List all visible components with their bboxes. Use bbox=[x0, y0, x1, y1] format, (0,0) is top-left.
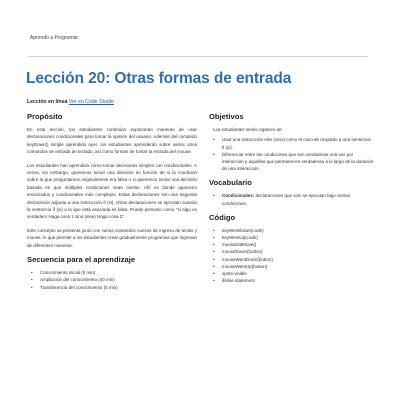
vocabulary-heading: Vocabulario bbox=[209, 178, 252, 188]
code-item: mouseDidMove() bbox=[222, 242, 257, 248]
bullet-icon: • bbox=[213, 271, 215, 277]
bullet-icon: • bbox=[213, 235, 215, 241]
list-item bbox=[209, 277, 374, 284]
code-list bbox=[209, 227, 374, 285]
list-item bbox=[27, 269, 197, 276]
sequence-item: Conocimiento inicial (5 min) bbox=[40, 270, 96, 276]
list-item bbox=[209, 256, 374, 263]
vocabulary-definition: declaraciones que solo se ejecutan bajo ciertas condiciones. bbox=[222, 193, 351, 206]
bullet-icon: • bbox=[213, 256, 215, 262]
purpose-heading: Propósito bbox=[27, 112, 63, 121]
vocabulary-list bbox=[209, 192, 374, 206]
bullet-icon: • bbox=[213, 249, 215, 255]
list-item bbox=[209, 234, 374, 241]
list-item bbox=[209, 263, 374, 270]
lesson-online-label: Lección en línea bbox=[27, 99, 68, 105]
sequence-item: Transferencia del conocimiento (5 min) bbox=[40, 284, 118, 290]
bullet-icon: • bbox=[31, 284, 33, 290]
code-item: mouseDown(button) bbox=[222, 249, 263, 255]
purpose-paragraph: En esta lección, los estudiantes continúan explorando maneras de usar declaraciones condicionales para tomar la opinión del usuario. Además del comando keyDown() simple aprendido ayer, los estudiantes aprenderán sobre varios otros comandos de entrada de teclado, así como formas de tomar la entrada del mouse. bbox=[27, 127, 197, 155]
bullet-icon: • bbox=[213, 227, 215, 233]
sequence-list bbox=[27, 269, 197, 291]
left-column bbox=[27, 112, 197, 297]
bullet-icon: • bbox=[31, 270, 33, 276]
code-item: mouseWentUp(button) bbox=[222, 263, 268, 269]
objective-item: Usar una instrucción else (sino) como el caso de respaldo a una sentencia if (si). bbox=[222, 137, 371, 150]
bullet-icon: • bbox=[213, 263, 215, 269]
code-item: if/else statement bbox=[222, 278, 255, 284]
list-item bbox=[209, 151, 374, 173]
bullet-icon: • bbox=[31, 277, 33, 283]
lesson-online-line bbox=[27, 99, 114, 105]
bullet-icon: • bbox=[213, 151, 215, 157]
code-item: keyWentUp(code) bbox=[222, 235, 258, 241]
vocabulary-term: Condicionales: bbox=[222, 193, 255, 199]
list-item bbox=[209, 192, 374, 206]
code-item: sprite.visible bbox=[222, 271, 247, 277]
objectives-intro: Los estudiantes serán capaces de: bbox=[213, 127, 283, 132]
sequence-item: Ampliación del conocimiento (40 min) bbox=[40, 277, 115, 283]
objectives-heading: Objetivos bbox=[209, 112, 244, 121]
bullet-icon: • bbox=[213, 242, 215, 248]
objectives-list bbox=[209, 136, 374, 172]
bullet-icon: • bbox=[213, 193, 215, 199]
bullet-icon: • bbox=[213, 137, 215, 143]
list-item bbox=[209, 270, 374, 277]
list-item bbox=[209, 248, 374, 255]
header-divider bbox=[28, 56, 368, 57]
right-column bbox=[209, 112, 374, 290]
sequence-heading: Secuencia para el aprendizaje bbox=[27, 255, 136, 265]
list-item bbox=[209, 241, 374, 248]
code-heading: Código bbox=[209, 212, 236, 222]
header-label: Aprendo a Programar bbox=[30, 35, 79, 41]
objective-item: Diferenciar entre las condiciones que son verdaderas una vez por interacción y aquellas que permanecen verdaderas a lo largo de la duración de una interacción. bbox=[222, 151, 374, 172]
purpose-paragraph: Este concepto se presenta junto con varios comandos nuevos de ingreso de teclas y mouse, lo que permite a los estudiantes crear gradualmente programas que ingresan de diferentes maneras. bbox=[27, 227, 197, 248]
code-studio-link[interactable]: Ver en Code Studio bbox=[68, 99, 114, 105]
bullet-icon: • bbox=[213, 278, 215, 284]
code-item: keyWentDown(code) bbox=[222, 227, 264, 233]
list-item bbox=[209, 136, 374, 150]
code-item: mouseWentDown(button) bbox=[222, 256, 273, 262]
purpose-paragraph: Los estudiantes han aprendido cómo tomar decisiones simples con condicionales. A veces, sin embargo, queremos tomar una decisión en función de si la condición sobre la que preguntamos originalmente era falsa o si queremos tomar una decisión basada en que múltiples condiciones sean ciertas. Ahí es donde aparecen enunciados y condicionales más complejos. Estas declaraciones son una segunda declaración adjunta a una instrucción if (si). Otras declaraciones se ejecutan cuando la sentencia if (si) a la que está asociada es falsa. Puede pensarlo como "si algo es verdadero Haga cosa 1 sino (else) Haga cosa 2". bbox=[27, 162, 197, 220]
list-item bbox=[27, 276, 197, 283]
list-item bbox=[209, 227, 374, 234]
page-title: Lección 20: Otras formas de entrada bbox=[26, 70, 292, 87]
list-item bbox=[27, 284, 197, 291]
